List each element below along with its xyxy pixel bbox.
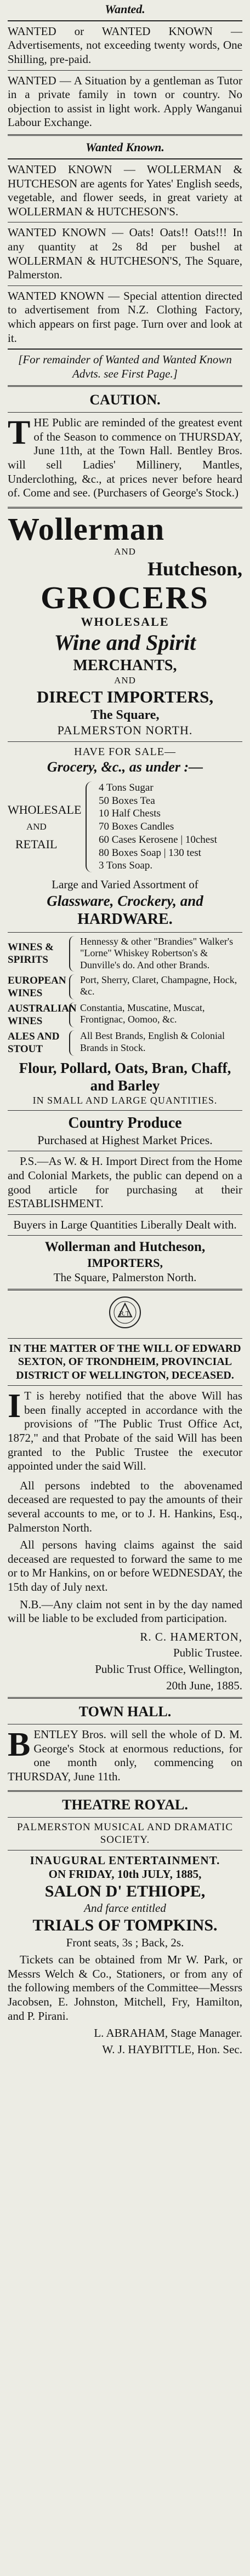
public-trust-notice bbox=[8, 1295, 242, 1699]
wanted-ad-1: WANTED or WANTED KNOWN — Advertisements, not exceeding twenty words, One Shilling, pre-paid. bbox=[8, 24, 242, 66]
wine-row-key: EUROPEAN WINES bbox=[8, 974, 66, 999]
stock-item: 4 Tons Sugar bbox=[99, 781, 154, 793]
wine-row bbox=[8, 936, 242, 972]
notice-sig-name: R. C. HAMERTON, bbox=[140, 1630, 242, 1643]
wanted-known-ad-2: WANTED KNOWN — Oats! Oats!! Oats!!! In any quantity at 2s 8d per bushel at WOLLERMAN & HUTCHESON'S, The Square, Palmerston. bbox=[8, 226, 242, 282]
wh-importers: DIRECT IMPORTERS, bbox=[36, 687, 214, 706]
divider bbox=[8, 1214, 242, 1215]
stock-item: 3 Tons Soap. bbox=[99, 860, 153, 872]
brace bbox=[69, 1030, 77, 1055]
divider bbox=[8, 1235, 242, 1236]
wh-grocers: GROCERS bbox=[41, 580, 209, 616]
notice-sig-title: Public Trustee. bbox=[173, 1646, 242, 1660]
wh-flour: Flour, Pollard, Oats, Bran, Chaff, and Barley bbox=[19, 1059, 231, 1094]
divider bbox=[8, 20, 242, 21]
wh-and-1: AND bbox=[114, 546, 136, 557]
notice-text-1: T is hereby notified that the above Will has been finally accepted in accordance with the provisions of "The Public Trust Office Act, 1872," and that Probate of the said Will has been granted to the Public Trustee the executor appointed under the said Will. bbox=[8, 1389, 242, 1473]
wanted-known-title: Wanted Known. bbox=[86, 140, 164, 155]
wanted-title: Wanted. bbox=[105, 2, 145, 16]
divider bbox=[8, 1385, 242, 1386]
notice-para-1 bbox=[8, 1389, 242, 1473]
notice-para-4: N.B.—Any claim not sent in by the day named will be liable to be excluded from participation. bbox=[8, 1597, 242, 1625]
wh-produce: Purchased at Highest Market Prices. bbox=[37, 1133, 213, 1147]
divider bbox=[8, 349, 242, 350]
notice-heading: IN THE MATTER OF THE WILL OF EDWARD SEXTON, OF TRONDHEIM, PROVINCIAL DISTRICT OF WELLINGTON, DECEASED. bbox=[9, 1342, 241, 1381]
divider bbox=[8, 1817, 242, 1818]
wh-and-3: AND bbox=[26, 821, 47, 832]
crest-emblem bbox=[8, 1295, 242, 1334]
theatre-title: THEATRE ROYAL. bbox=[62, 1797, 188, 1813]
wh-square: The Square, bbox=[90, 707, 160, 722]
divider bbox=[8, 1110, 242, 1111]
wh-ps: P.S.—As W. & H. Import Direct from the Home and Colonial Markets, the public can depend on a good article for purchasing at their ESTABLISHMENT. bbox=[8, 1155, 242, 1210]
wine-row-value: Hennessy & other "Brandies" Walker's "Lorne" Whiskey Robertson's & Dunville's do. And other Brands. bbox=[80, 935, 234, 970]
wh-wholesale-label: WHOLESALE bbox=[8, 803, 82, 817]
divider bbox=[8, 134, 242, 136]
divider bbox=[8, 412, 242, 413]
wh-and-2: AND bbox=[114, 675, 136, 686]
divider bbox=[8, 285, 242, 286]
wh-have-for-sale: HAVE FOR SALE— bbox=[74, 745, 176, 758]
crest-initials: R.T. bbox=[119, 1310, 131, 1318]
notice-dropcap: I bbox=[8, 1387, 21, 1425]
wine-row-value: Port, Sherry, Claret, Champagne, Hock, &c. bbox=[80, 974, 237, 997]
wanted-known-section bbox=[8, 140, 242, 387]
wh-assorted: Large and Varied Assortment of bbox=[52, 878, 198, 892]
town-hall-title: TOWN HALL. bbox=[78, 1704, 172, 1720]
theatre-farce: And farce entitled bbox=[84, 1901, 166, 1915]
wh-buyers: Buyers in Large Quantities Liberally Dealt with. bbox=[13, 1218, 237, 1231]
wine-row-key: WINES & SPIRITS bbox=[8, 941, 54, 966]
wanted-known-ad-1: WANTED KNOWN — WOLLERMAN & HUTCHESON are agents for Yates' English seeds, vegetable, and flower seeds, in great variety at WOLLERMAN & HUTCHESON'S. bbox=[8, 162, 242, 218]
town-hall-text: ENTLEY Bros. will sell the whole of D. M. George's Stock at enormous reductions, for one month only, commencing on THURSDAY, June 11th. bbox=[8, 1728, 242, 1783]
wh-wine-spirit: Wine and Spirit bbox=[54, 630, 196, 655]
divider bbox=[8, 385, 242, 387]
wine-row-key: AUSTRALIAN WINES bbox=[8, 1002, 77, 1027]
notice-sig-office: Public Trust Office, Wellington, bbox=[95, 1663, 242, 1676]
wh-town: PALMERSTON NORTH. bbox=[57, 723, 193, 737]
divider bbox=[8, 507, 242, 509]
caution-title: CAUTION. bbox=[89, 392, 161, 408]
wh-stock-list bbox=[99, 781, 242, 872]
wh-name-1: Wollerman bbox=[8, 511, 165, 547]
divider bbox=[8, 932, 242, 933]
caution-body bbox=[8, 416, 242, 500]
wh-quantities: IN SMALL AND LARGE QUANTITIES. bbox=[32, 1095, 218, 1106]
theatre-trials: TRIALS OF TOMPKINS. bbox=[32, 1916, 218, 1934]
wh-wholesale: WHOLESALE bbox=[81, 615, 169, 629]
theatre-society: PALMERSTON MUSICAL AND DRAMATIC SOCIETY. bbox=[17, 1821, 233, 1846]
wine-row-value: Constantia, Muscatine, Muscat, Frontignac, Oomoo, &c. bbox=[80, 1002, 205, 1025]
wh-footer-importers: IMPORTERS, bbox=[87, 1255, 163, 1270]
theatre-inaugural: INAUGURAL ENTERTAINMENT. bbox=[30, 1853, 220, 1867]
wanted-section bbox=[8, 2, 242, 136]
theatre-salon: SALON D' ETHIOPE, bbox=[44, 1882, 206, 1900]
wh-grocery: Grocery, &c., as under :— bbox=[47, 759, 203, 775]
town-hall-dropcap: B bbox=[8, 1726, 31, 1764]
wh-name-2: Hutcheson, bbox=[147, 558, 242, 580]
wanted-ad-2: WANTED — A Situation by a gentleman as Tutor in a private family in town or country. No objection to assist in light work. Apply Wanganui Labour Exchange. bbox=[8, 73, 242, 129]
wh-stock-labels bbox=[8, 781, 82, 872]
caution-dropcap: T bbox=[8, 414, 31, 452]
divider bbox=[8, 158, 242, 159]
stock-item: 10 Half Chests bbox=[99, 808, 161, 820]
wh-retail-label: RETAIL bbox=[15, 837, 58, 851]
theatre-manager: L. ABRAHAM, Stage Manager. bbox=[94, 2026, 242, 2040]
divider bbox=[8, 1289, 242, 1290]
theatre-prices: Front seats, 3s ; Back, 2s. bbox=[66, 1935, 184, 1949]
wh-produce-title: Country Produce bbox=[68, 1115, 182, 1132]
caution-section bbox=[8, 391, 242, 508]
divider bbox=[8, 1338, 242, 1339]
wine-row-value: All Best Brands, English & Colonial Brands in Stock. bbox=[80, 1030, 225, 1053]
brace bbox=[86, 781, 95, 872]
wh-footer-address: The Square, Palmerston North. bbox=[53, 1270, 197, 1284]
theatre-secretary: W. J. HAYBITTLE, Hon. Sec. bbox=[102, 2042, 242, 2056]
theatre-royal-section bbox=[8, 1796, 242, 2057]
notice-sig-date: 20th June, 1885. bbox=[166, 1678, 242, 1692]
wine-row bbox=[8, 974, 242, 999]
caution-text: HE Public are reminded of the greatest event of the Season to commence on THURSDAY, June 11th, at the Town Hall. Bentley Bros. will sell Ladies' Millinery, Mantles, Underclothing, &c., at prices never before heard of. Come and see. (Purchasers of George's Stock.) bbox=[8, 416, 242, 500]
wh-wines-block bbox=[8, 936, 242, 1056]
wanted-known-ad-3: WANTED KNOWN — Special attention directed to advertisement from N.Z. Clothing Factory, which appears on first page. Turn over and look at it. bbox=[8, 289, 242, 345]
wollerman-hutcheson-ad bbox=[8, 513, 242, 1291]
divider bbox=[8, 1697, 242, 1699]
theatre-date: ON FRIDAY, 10th JULY, 1885, bbox=[48, 1867, 202, 1881]
stock-item: 80 Boxes Soap | 130 test bbox=[99, 847, 201, 859]
stock-item: 60 Cases Kerosene | 10chest bbox=[99, 833, 217, 846]
wanted-known-note: [For remainder of Wanted and Wanted Known Advts. see First Page.] bbox=[18, 353, 232, 380]
notice-para-2: All persons indebted to the abovenamed deceased are requested to pay the amounts of their several accounts to me, or to J. H. Hankins, Esq., Palmerston North. bbox=[8, 1478, 242, 1534]
royal-crest-icon bbox=[107, 1295, 143, 1330]
divider bbox=[8, 741, 242, 742]
town-hall-body bbox=[8, 1728, 242, 1784]
wine-row-key: ALES AND STOUT bbox=[8, 1031, 60, 1055]
theatre-tickets: Tickets can be obtained from Mr W. Park, or Messrs Welch & Co., Stationers, or from any of the following members of the Committee—Messrs Jacobsen, E. Johnston, Mitchell, Fry, Hamilton, and P. Pirani. bbox=[8, 1953, 242, 2023]
brace bbox=[69, 974, 77, 999]
wh-stock-block bbox=[8, 781, 242, 872]
wh-footer-name: Wollerman and Hutcheson, bbox=[44, 1240, 206, 1255]
divider bbox=[8, 1790, 242, 1792]
divider bbox=[8, 70, 242, 71]
wine-row bbox=[8, 1030, 242, 1055]
wine-row bbox=[8, 1002, 242, 1027]
brace bbox=[69, 1002, 77, 1027]
wh-glassware: Glassware, Crockery, and bbox=[47, 892, 203, 909]
wh-merchants: MERCHANTS, bbox=[73, 656, 177, 674]
notice-para-3: All persons having claims against the said deceased are requested to forward the same to me or to Mr Hankins, on or before WEDNESDAY, the 15th day of July next. bbox=[8, 1538, 242, 1594]
stock-item: 50 Boxes Tea bbox=[99, 795, 155, 807]
stock-item: 70 Boxes Candles bbox=[99, 821, 174, 833]
brace bbox=[69, 936, 77, 972]
town-hall-section bbox=[8, 1703, 242, 1792]
wh-hardware: HARDWARE. bbox=[77, 910, 173, 928]
